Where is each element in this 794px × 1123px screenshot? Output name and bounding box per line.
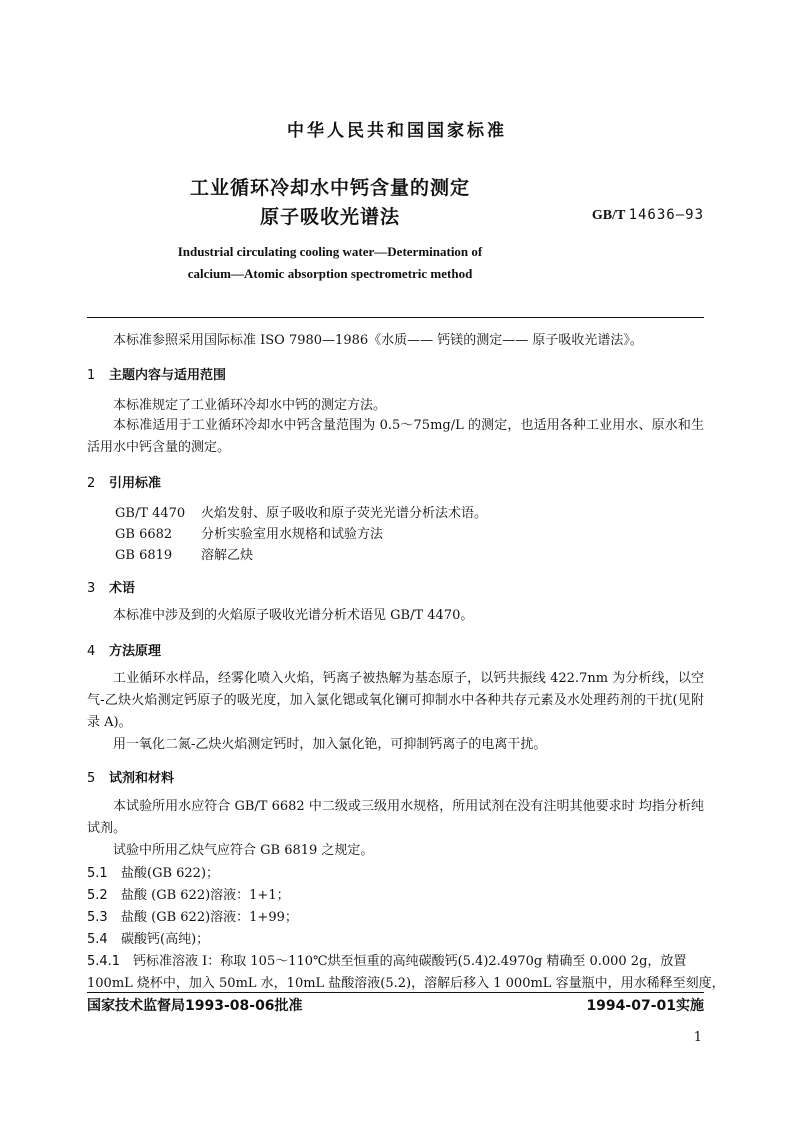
item-text: 盐酸(GB 622)； — [121, 866, 220, 881]
reference-code: GB 6682 — [115, 527, 173, 542]
standard-code — [592, 207, 704, 224]
section-5-paragraph-1: 本试验所用水应符合 GB/T 6682 中二级或三级用水规格，所用试剂在没有注明其他要求时 均指分析纯试剂。 — [87, 799, 704, 836]
section-title: 试剂和材料 — [109, 771, 175, 786]
section-title: 主题内容与适用范围 — [109, 368, 227, 383]
list-item — [87, 884, 290, 903]
reference-item — [115, 523, 383, 542]
reference-code: GB 6819 — [115, 548, 173, 563]
section-1-paragraph-2: 本标准适用于工业循环冷却水中钙含量范围为 0.5～75mg/L 的测定，也适用各种工业用水、原水和生活用水中钙含量的测定。 — [87, 418, 704, 455]
section-title: 方法原理 — [109, 644, 162, 659]
document-title-line2: 原子吸收光谱法 — [259, 206, 400, 228]
section-3-heading — [87, 577, 135, 596]
section-1-heading — [87, 364, 226, 383]
header-rule — [87, 317, 704, 318]
item-number: 5.4.1 — [87, 954, 121, 969]
item-text: 钙标准溶液 I：称取 105～110℃烘至恒重的高纯碳酸钙(5.4)2.4970g 精确至 0.000 2g，放置 — [133, 954, 687, 969]
section-5-heading — [87, 767, 174, 786]
intro-paragraph: 本标准参照采用国际标准 ISO 7980—1986《水质—— 钙镁的测定—— 原子吸收光谱法》。 — [113, 333, 643, 348]
list-item — [87, 950, 686, 969]
document-title-line1: 工业循环冷却水中钙含量的测定 — [189, 177, 470, 199]
reference-text: 分析实验室用水规格和试验方法 — [201, 527, 384, 542]
item-number: 5.1 — [87, 866, 108, 881]
reference-item — [115, 502, 487, 521]
reference-code: GB/T 4470 — [115, 506, 186, 521]
list-item — [87, 906, 298, 925]
standard-code-number: 14636—93 — [628, 207, 704, 223]
item-number: 5.4 — [87, 932, 108, 947]
item-number: 5.2 — [87, 888, 108, 903]
approval-date: 国家技术监督局1993-08-06批准 — [87, 998, 303, 1014]
list-item — [87, 928, 209, 947]
english-title-line1: Industrial circulating cooling water—Determination of — [177, 244, 483, 259]
implementation-date: 1994-07-01实施 — [586, 998, 704, 1014]
list-item — [87, 862, 219, 881]
reference-text: 溶解乙炔 — [201, 548, 254, 563]
section-title: 引用标准 — [109, 476, 162, 491]
item-number: 5.3 — [87, 910, 108, 925]
section-4-paragraph-2: 用一氧化二氮-乙炔火焰测定钙时，加入氯化铯，可抑制钙离子的电离干扰。 — [113, 737, 547, 752]
item-text: 盐酸 (GB 622)溶液：1+99； — [121, 910, 298, 925]
item-text: 盐酸 (GB 622)溶液：1+1； — [121, 888, 290, 903]
item-continuation: 100mL 烧杯中，加入 50mL 水，10mL 盐酸溶液(5.2)，溶解后移入 1 000mL 容量瓶中，用水稀释至刻度， — [87, 976, 725, 991]
section-number: 3 — [87, 581, 96, 596]
reference-text: 火焰发射、原子吸收和原子荧光光谱分析法术语。 — [201, 506, 488, 521]
footer-rule — [87, 992, 704, 993]
reference-item — [115, 544, 253, 563]
section-4-paragraph-1: 工业循环水样品，经雾化喷入火焰，钙离子被热解为基态原子，以钙共振线 422.7nm 为分析线，以空气-乙炔火焰测定钙原子的吸光度，加入氯化锶或氧化镧可抑制水中各种共存元素及水处理药剂的干扰(见附录 A)。 — [87, 671, 704, 730]
section-2-heading — [87, 472, 161, 491]
section-number: 5 — [87, 771, 96, 786]
item-text: 碳酸钙(高纯)； — [121, 932, 210, 947]
section-number: 4 — [87, 644, 96, 659]
page-number: 1 — [693, 1030, 702, 1045]
section-1-paragraph-1: 本标准规定了工业循环冷却水中钙的测定方法。 — [113, 398, 387, 413]
section-3-paragraph: 本标准中涉及到的火焰原子吸收光谱分析术语见 GB/T 4470。 — [113, 608, 474, 623]
section-4-heading — [87, 640, 161, 659]
section-number: 2 — [87, 476, 96, 491]
english-title-line2: calcium—Atomic absorption spectrometric method — [187, 266, 473, 281]
section-5-paragraph-2: 试验中所用乙炔气应符合 GB 6819 之规定。 — [113, 843, 374, 858]
national-standard-heading: 中华人民共和国国家标准 — [287, 121, 507, 141]
standard-code-prefix: GB/T — [591, 208, 626, 223]
section-number: 1 — [87, 368, 96, 383]
section-title: 术语 — [109, 581, 136, 596]
